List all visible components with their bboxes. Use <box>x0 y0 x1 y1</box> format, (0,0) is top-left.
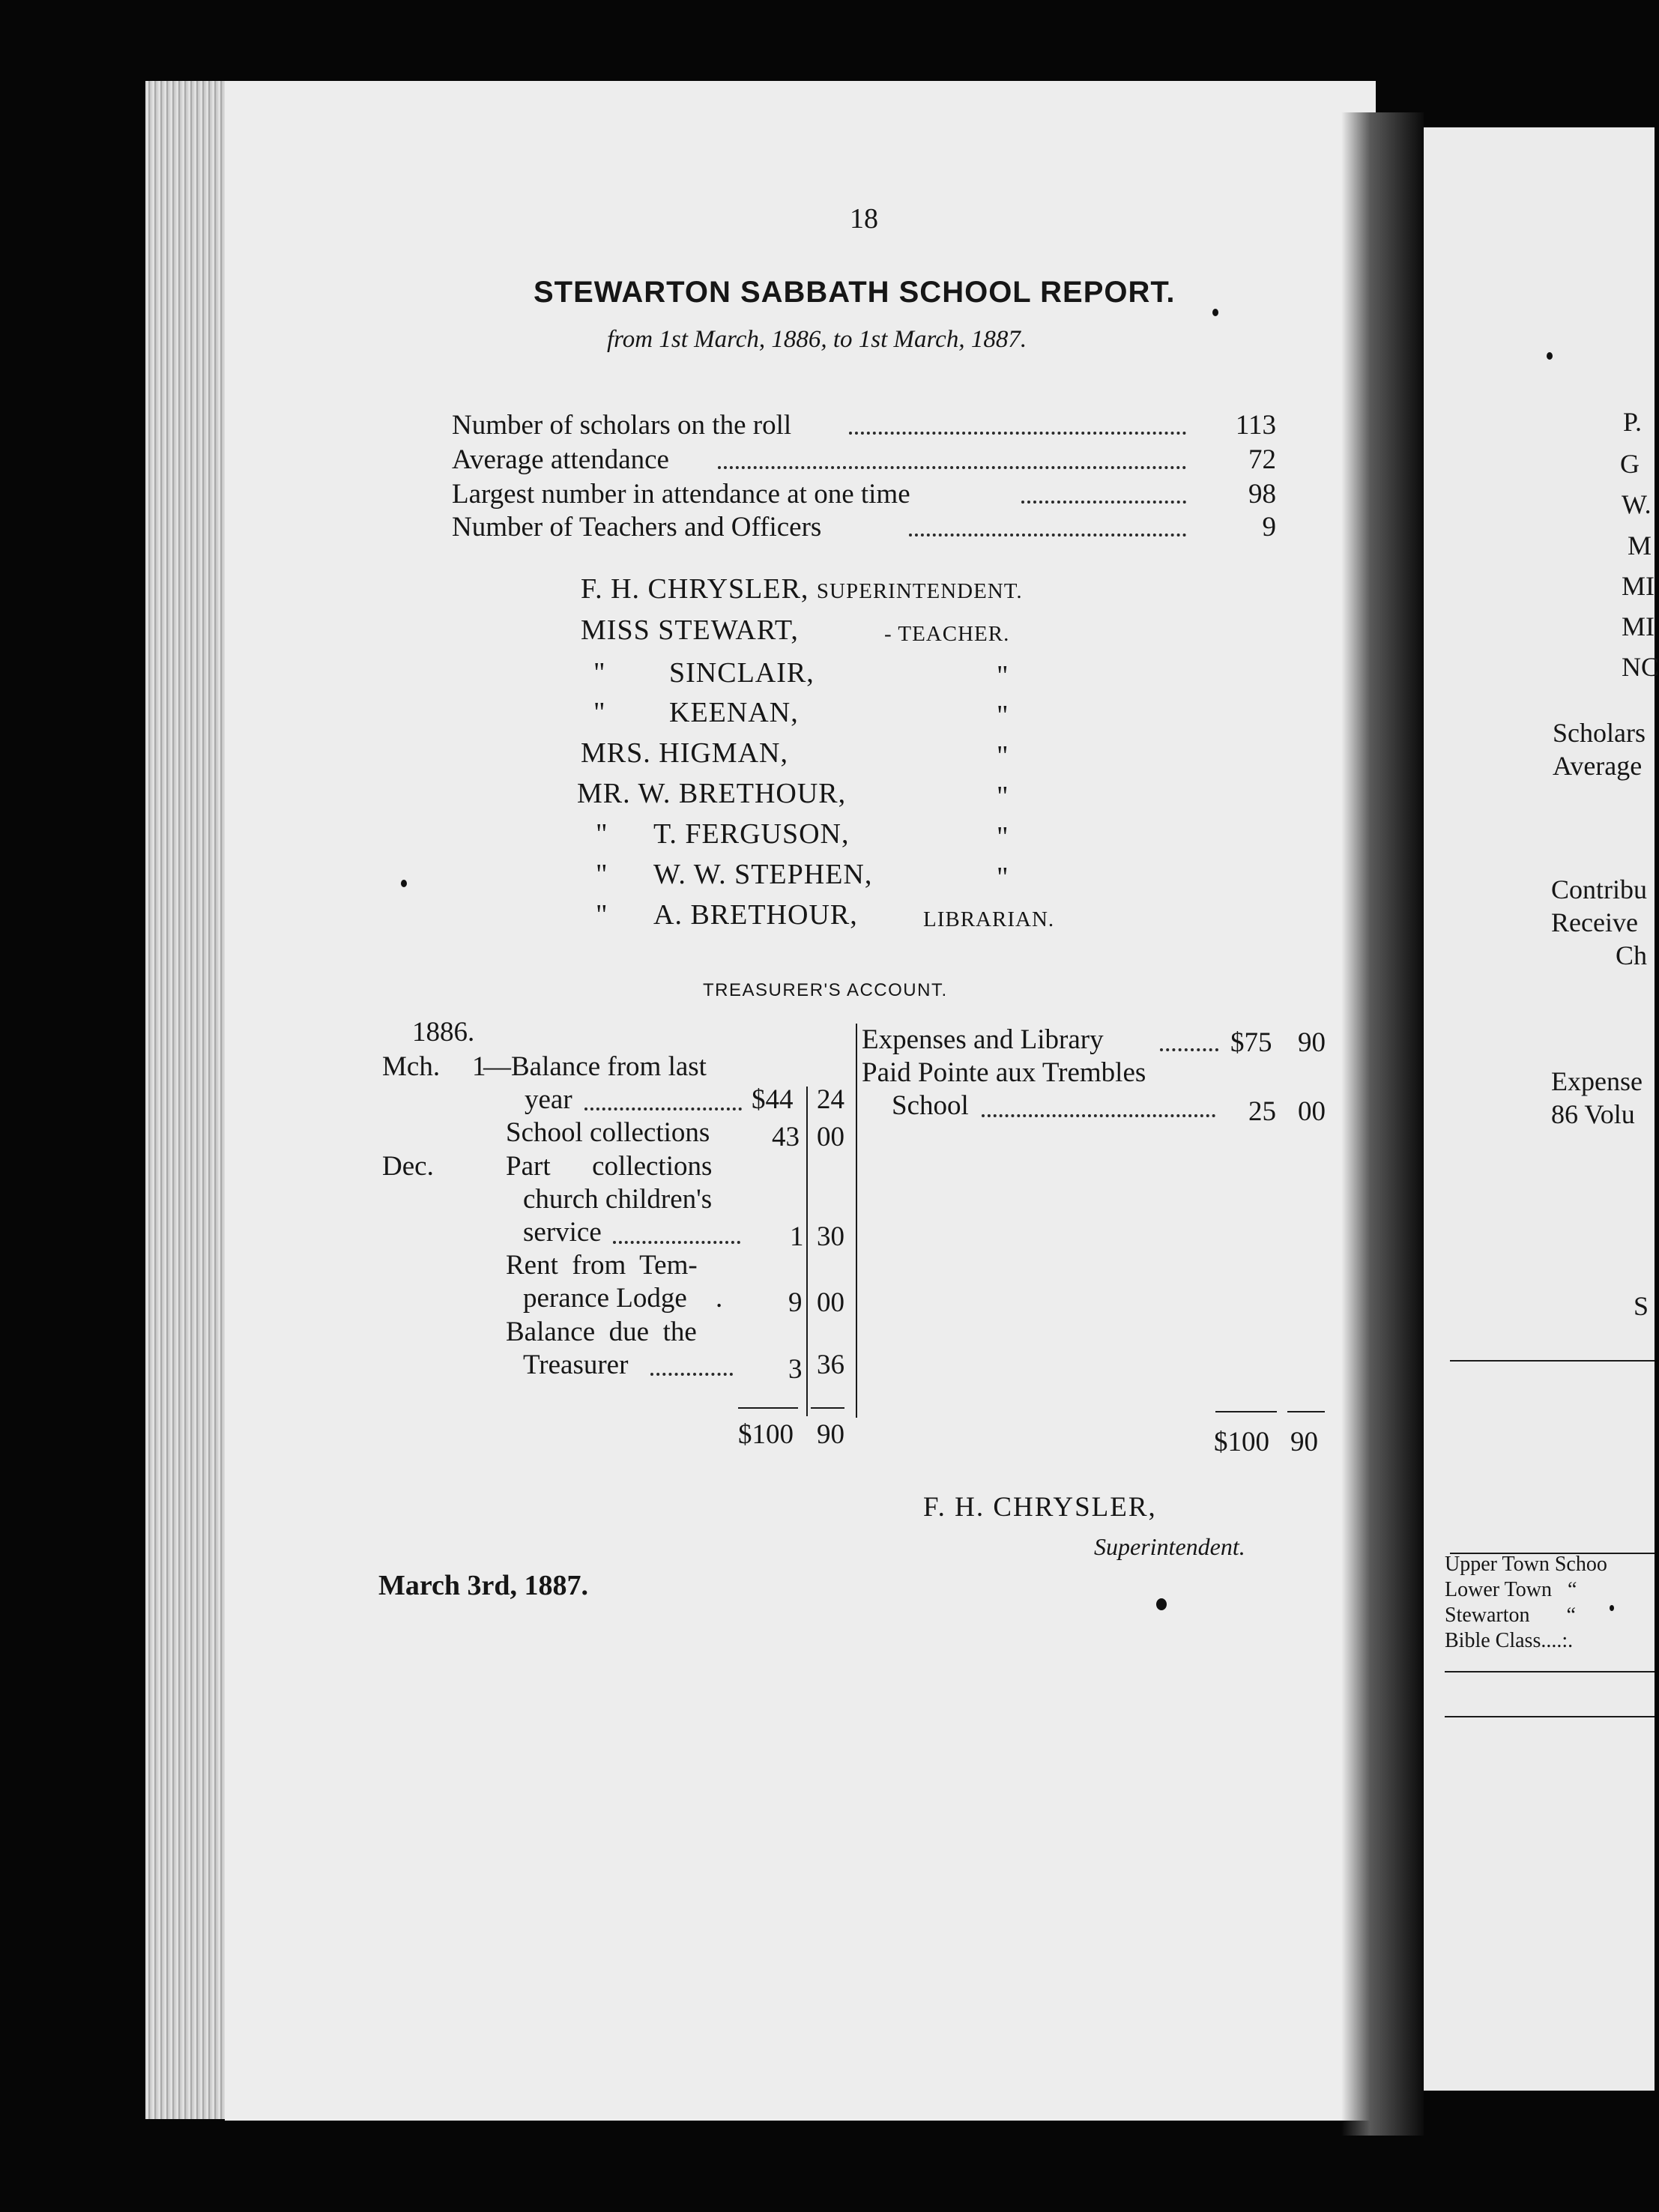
stat-row <box>452 511 1276 544</box>
dot-leader <box>613 1241 740 1244</box>
dot-leader <box>849 432 1186 435</box>
amount-cents: 90 <box>1298 1027 1326 1058</box>
total-cents: 90 <box>1290 1427 1318 1457</box>
fragment-text: 86 Volu <box>1551 1099 1635 1129</box>
stat-value: 9 <box>1262 512 1276 543</box>
stat-row <box>452 478 1276 511</box>
rule <box>1450 1360 1655 1362</box>
page-number: 18 <box>850 203 878 235</box>
staff-name: F. H. CHRYSLER, <box>581 573 809 605</box>
report-date: March 3rd, 1887. <box>378 1570 589 1601</box>
entry-text: Rent from Tem- <box>506 1250 698 1281</box>
total-dollars: $100 <box>738 1419 794 1450</box>
fragment-text: S <box>1634 1291 1649 1321</box>
dot-leader <box>718 466 1186 469</box>
fragment-text: Receive <box>1551 907 1638 937</box>
stat-label: Number of scholars on the roll <box>452 410 792 441</box>
staff-name: W. W. STEPHEN, <box>653 859 873 890</box>
stat-value: 72 <box>1248 444 1276 475</box>
ditto-mark: " <box>997 781 1009 812</box>
fragment-text: P. <box>1623 407 1643 437</box>
amount-cents: 00 <box>1298 1096 1326 1127</box>
rule <box>738 1407 798 1409</box>
page-edge <box>145 81 228 2119</box>
ink-speck <box>1212 309 1218 316</box>
staff-role: LIBRARIAN. <box>923 907 1055 931</box>
account-heading: TREASURER'S ACCOUNT. <box>703 980 948 1000</box>
rule <box>1215 1411 1277 1412</box>
rule <box>1445 1716 1655 1717</box>
staff-name: MR. W. BRETHOUR, <box>577 778 847 809</box>
entry-text: year <box>525 1084 572 1115</box>
left-page <box>225 81 1376 2121</box>
month-label: Dec. <box>382 1151 434 1182</box>
dot-leader <box>909 534 1186 537</box>
ditto-mark: " <box>997 700 1009 731</box>
ditto-mark: " <box>593 697 606 728</box>
period-mark: . <box>716 1283 723 1314</box>
fragment-text: Contribu <box>1551 874 1648 904</box>
amount-cents: 30 <box>817 1221 844 1252</box>
fragment-text: MI <box>1622 571 1655 601</box>
stat-row <box>452 444 1276 477</box>
day-label: 1 <box>472 1051 486 1082</box>
entry-text: church children's <box>523 1184 713 1215</box>
total-dollars: $100 <box>1214 1427 1269 1457</box>
rule <box>1287 1411 1325 1412</box>
signature-title: Superintendent. <box>1094 1533 1245 1560</box>
entry-text: Balance due the <box>506 1317 697 1347</box>
account-year: 1886. <box>412 1017 475 1048</box>
stat-label: Average attendance <box>452 444 669 475</box>
amount-dollars: $44 <box>752 1084 794 1115</box>
fragment-text: Expense <box>1551 1066 1643 1096</box>
entry-text: perance Lodge <box>523 1283 687 1314</box>
stat-row <box>452 409 1276 442</box>
dot-leader <box>1160 1048 1218 1051</box>
ink-speck <box>401 880 407 887</box>
ditto-mark: " <box>997 821 1009 853</box>
staff-role: SUPERINTENDENT. <box>816 579 1023 603</box>
staff-entry <box>581 614 799 647</box>
amount-dollars: 9 <box>788 1287 803 1318</box>
amount-dollars: 25 <box>1248 1096 1276 1127</box>
staff-name: MRS. HIGMAN, <box>581 737 788 769</box>
stat-value: 113 <box>1235 410 1276 441</box>
staff-name: KEENAN, <box>669 697 799 728</box>
fragment-text: G <box>1620 449 1640 479</box>
rule <box>1445 1671 1655 1672</box>
dot-leader <box>982 1114 1215 1117</box>
entry-text: School collections <box>506 1117 710 1148</box>
book-gutter <box>1341 112 1424 2136</box>
fragment-text: Upper Town Schoo <box>1445 1553 1607 1576</box>
stat-value: 98 <box>1248 479 1276 510</box>
entry-text: —Balance from last <box>483 1051 707 1082</box>
amount-cents: 24 <box>817 1084 844 1115</box>
amount-dollars: $75 <box>1230 1027 1272 1058</box>
fragment-text: M <box>1628 531 1652 560</box>
ditto-mark: " <box>997 862 1009 893</box>
fragment-text: W. <box>1622 489 1652 519</box>
staff-name: T. FERGUSON, <box>653 818 850 850</box>
dot-leader <box>1021 501 1186 504</box>
amount-cents: 00 <box>817 1122 844 1152</box>
stat-label: Largest number in attendance at one time <box>452 479 910 510</box>
staff-name: SINCLAIR, <box>669 657 815 689</box>
entry-text: Part collections <box>506 1151 713 1182</box>
page-title: STEWARTON SABBATH SCHOOL REPORT. <box>534 276 1176 309</box>
fragment-text: Scholars <box>1553 718 1646 748</box>
ditto-mark: " <box>997 660 1009 692</box>
ditto-mark: " <box>997 740 1009 772</box>
total-cents: 90 <box>817 1419 844 1450</box>
cents-divider <box>806 1087 808 1416</box>
ink-speck <box>1547 352 1553 360</box>
month-label: Mch. <box>382 1051 441 1082</box>
entry-text: School <box>892 1090 969 1121</box>
entry-text: Expenses and Library <box>862 1024 1104 1055</box>
entry-text: Treasurer <box>523 1350 629 1380</box>
amount-dollars: 3 <box>788 1354 803 1385</box>
amount-dollars: 1 <box>790 1221 804 1252</box>
fragment-text: Average <box>1553 751 1643 781</box>
amount-dollars: 43 <box>772 1122 800 1152</box>
staff-entry <box>581 572 1023 605</box>
ditto-mark: " <box>593 657 606 689</box>
fragment-text: Stewarton “ <box>1445 1604 1576 1627</box>
ink-speck <box>1156 1598 1167 1610</box>
column-divider <box>856 1024 857 1418</box>
fragment-text: Lower Town “ <box>1445 1578 1577 1601</box>
ink-speck <box>1610 1605 1614 1611</box>
fragment-text: NC <box>1622 652 1659 682</box>
ditto-mark: " <box>596 859 608 890</box>
fragment-text: Bible Class....:. <box>1445 1629 1574 1652</box>
signature-name: F. H. CHRYSLER, <box>923 1492 1157 1523</box>
page-subtitle: from 1st March, 1886, to 1st March, 1887. <box>607 326 1027 353</box>
stat-label: Number of Teachers and Officers <box>452 512 822 543</box>
ditto-mark: " <box>596 899 608 931</box>
rule <box>811 1407 844 1409</box>
ditto-mark: " <box>596 818 608 850</box>
staff-name: A. BRETHOUR, <box>653 899 858 931</box>
entry-text: service <box>523 1217 602 1248</box>
staff-role: - TEACHER. <box>884 622 1010 646</box>
staff-name: MISS STEWART, <box>581 614 799 646</box>
amount-cents: 00 <box>817 1287 844 1318</box>
dot-leader <box>584 1107 742 1110</box>
amount-cents: 36 <box>817 1350 844 1380</box>
entry-text: Paid Pointe aux Trembles <box>862 1057 1146 1088</box>
fragment-text: Ch <box>1616 940 1648 970</box>
dot-leader <box>650 1373 733 1376</box>
fragment-text: MI <box>1622 611 1655 641</box>
